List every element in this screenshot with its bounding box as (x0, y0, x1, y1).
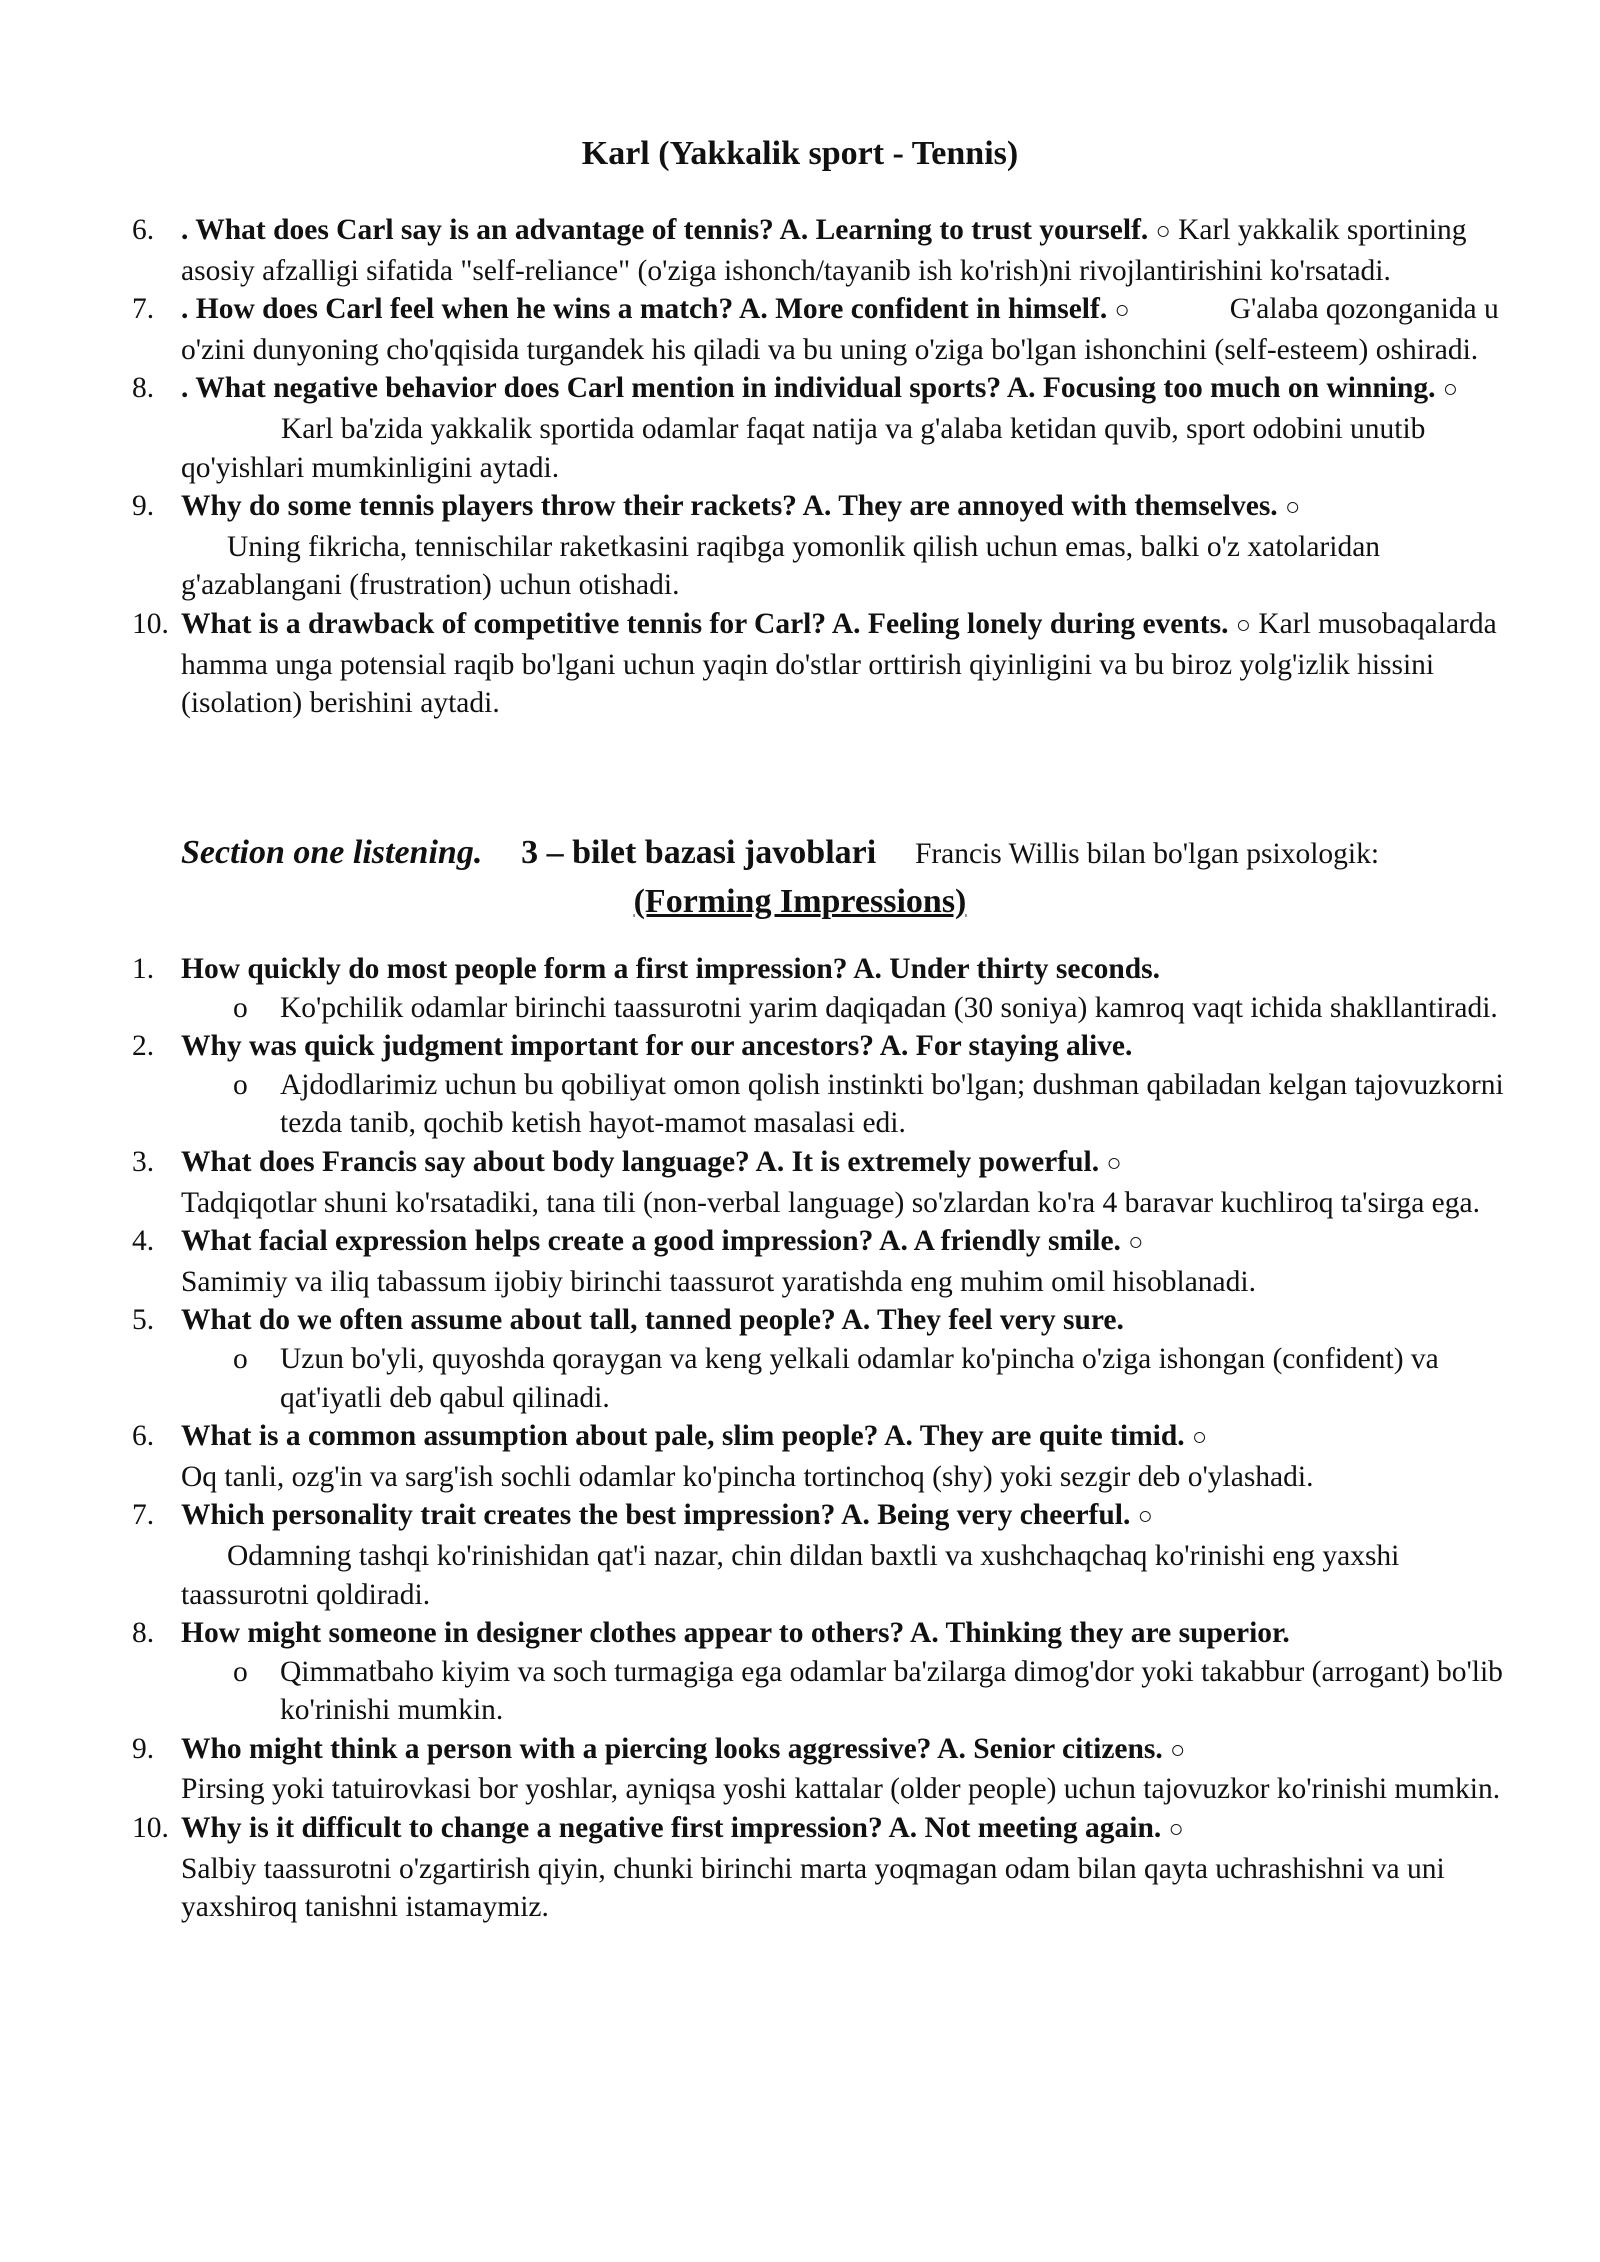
bullet-icon: ○ (1192, 1424, 1208, 1452)
answer-sub (181, 1653, 1521, 1730)
item-number: 7. (132, 293, 155, 326)
question-text: What facial expression helps create a good impression? A. A friendly smile. (181, 1225, 1121, 1258)
section-heading (181, 831, 1521, 876)
question-text: Which personality trait creates the best impression? A. Being very cheerful. (181, 1499, 1131, 1532)
item-number: 1. (132, 953, 155, 985)
question-text: Who might think a person with a piercing looks aggressive? A. Senior citizens. (181, 1732, 1163, 1765)
item-number: 6. (132, 1420, 155, 1453)
bullet-icon: o (233, 1342, 248, 1375)
bullet-icon: ○ (1168, 1816, 1184, 1844)
answer-sub (181, 1340, 1521, 1417)
bullet-icon: ○ (1235, 611, 1251, 639)
question-text: What does Francis say about body language? A. It is extremely powerful. (181, 1145, 1100, 1178)
page-title: Karl (Yakkalik sport - Tennis) (581, 135, 1019, 172)
bullet-icon: o (233, 1068, 248, 1101)
list-item (0, 487, 1521, 605)
answer-note: Ko'pchilik odamlar birinchi taassurotni yarim daqiqadan (30 soniya) kamroq vaqt ichida shakllantiradi. (280, 991, 1498, 1024)
section-label: Section one listening. (181, 834, 483, 871)
bullet-icon: ○ (1442, 376, 1458, 404)
answer-note: Oq tanli, ozg'in va sarg'ish sochli odamlar ko'pincha tortinchoq (shy) yoki sezgir deb o'ylashadi. (181, 1460, 1314, 1493)
list-item (0, 1301, 1521, 1417)
question-text: Why was quick judgment important for our ancestors? A. For staying alive. (181, 1030, 1133, 1063)
question-text: . What does Carl say is an advantage of tennis? A. Learning to trust yourself. (181, 214, 1149, 246)
item-number: 6. (132, 214, 155, 246)
list-item (0, 211, 1521, 290)
section-bilet: 3 – bilet bazasi javoblari (521, 834, 877, 871)
answer-note: Uning fikricha, tennischilar raketkasini raqibga yomonlik qilish uchun emas, balki o'z xatolaridan g'azablangani (frustration) uchun otishadi. (181, 530, 1381, 602)
answer-sub (181, 989, 1521, 1028)
answer-note: G'alaba qozonganida u o'zini dunyoning cho'qqisida turgandek his qiladi va bu uning o'ziga bo'lgan ishonchini (self-esteem) oshiradi. (181, 293, 1499, 366)
item-number: 9. (132, 490, 155, 523)
answer-note: Karl musobaqalarda hamma unga potensial raqib bo'lgani uchun yaqin do'stlar orttirish qiyinligini va bu biroz yolg'izlik hissini (isolation) berishini aytadi. (181, 607, 1497, 720)
bullet-icon: ○ (1114, 297, 1130, 325)
answer-note: Qimmatbaho kiyim va soch turmagiga ega odamlar ba'zilarga dimog'dor yoki takabbur (arrogant) bo'lib ko'rinishi mumkin. (280, 1655, 1503, 1727)
answer-note: Pirsing yoki tatuirovkasi bor yoshlar, ayniqsa yoshi kattalar (older people) uchun tajovuzkor ko'rinishi mumkin. (181, 1773, 1501, 1806)
karl-question-list (0, 211, 1600, 723)
bullet-icon: ○ (1137, 1503, 1153, 1531)
answer-note: Samimiy va iliq tabassum ijobiy birinchi taassurot yaratishda eng muhim omil hisoblanadi. (181, 1265, 1256, 1298)
question-text: What do we often assume about tall, tanned people? A. They feel very sure. (181, 1304, 1124, 1337)
list-item (0, 369, 1521, 487)
bullet-icon: ○ (1170, 1736, 1186, 1764)
bullet-icon: ○ (1128, 1229, 1144, 1257)
list-item (0, 1496, 1521, 1614)
item-number: 3. (132, 1145, 155, 1178)
answer-note: Salbiy taassurotni o'zgartirish qiyin, chunki birinchi marta yoqmagan odam bilan qayta uchrashishni va uni yaxshiroq tanishni istamaymiz. (181, 1852, 1445, 1924)
question-text: Why is it difficult to change a negative first impression? A. Not meeting again. (181, 1812, 1162, 1845)
answer-sub (181, 1066, 1521, 1143)
answer-note: Karl ba'zida yakkalik sportida odamlar faqat natija va g'alaba ketidan quvib, sport odobini unutib qo'yishlari mumkinligini aytadi. (181, 412, 1426, 484)
impressions-question-list (0, 950, 1600, 1927)
answer-note: Karl yakkalik sportining asosiy afzalligi sifatida "self-reliance" (o'ziga ishonch/tayanib ish ko'rish)ni rivojlantirishini ko'rsatadi. (181, 214, 1467, 287)
question-text: What is a drawback of competitive tennis for Carl? A. Feeling lonely during events. (181, 607, 1229, 640)
item-number: 10. (132, 1812, 169, 1845)
item-number: 7. (132, 1499, 155, 1532)
item-number: 2. (132, 1030, 155, 1063)
list-item (0, 1809, 1521, 1927)
item-number: 5. (132, 1304, 155, 1337)
list-item (0, 1027, 1521, 1143)
list-item (0, 1730, 1521, 1809)
item-number: 4. (132, 1225, 155, 1258)
bullet-icon: ○ (1285, 494, 1301, 522)
section-subtitle: Francis Willis bilan bo'lgan psixologik: (914, 838, 1380, 870)
item-number: 10. (132, 607, 169, 640)
list-item (0, 1417, 1521, 1496)
question-text: How might someone in designer clothes appear to others? A. Thinking they are superior. (181, 1617, 1290, 1650)
item-number: 9. (132, 1732, 155, 1765)
list-item (0, 605, 1521, 723)
item-number: 8. (132, 372, 155, 405)
answer-note: Ajdodlarimiz uchun bu qobiliyat omon qolish instinkti bo'lgan; dushman qabiladan kelgan tajovuzkorni tezda tanib, qochib ketish hayot-mamot masalasi edi. (280, 1068, 1504, 1140)
question-text: How quickly do most people form a first impression? A. Under thirty seconds. (181, 953, 1160, 985)
question-text: What is a common assumption about pale, slim people? A. They are quite timid. (181, 1420, 1185, 1453)
answer-note: Odamning tashqi ko'rinishidan qat'i nazar, chin dildan baxtli va xushchaqchaq ko'rinishi eng yaxshi taassurotni qoldiradi. (181, 1539, 1400, 1611)
question-text: . What negative behavior does Carl mention in individual sports? A. Focusing too much on winning. (181, 372, 1436, 405)
list-item (0, 1222, 1521, 1301)
item-number: 8. (132, 1617, 155, 1650)
bullet-icon: o (233, 991, 248, 1024)
bullet-icon: o (233, 1655, 248, 1688)
list-item (0, 290, 1521, 369)
list-item (0, 1614, 1521, 1730)
list-item (0, 950, 1521, 1027)
list-item (0, 1143, 1521, 1222)
answer-note: Uzun bo'yli, quyoshda qoraygan va keng yelkali odamlar ko'pincha o'ziga ishongan (confident) va qat'iyatli deb qabul qilinadi. (280, 1342, 1439, 1414)
question-text: . How does Carl feel when he wins a match? A. More confident in himself. (181, 293, 1108, 326)
answer-note: Tadqiqotlar shuni ko'rsatadiki, tana tili (non-verbal language) so'zlardan ko'ra 4 baravar kuchliroq ta'sirga ega. (181, 1186, 1480, 1219)
bullet-icon: ○ (1106, 1149, 1122, 1177)
section-title: (Forming Impressions) (633, 883, 967, 920)
question-text: Why do some tennis players throw their rackets? A. They are annoyed with themselves. (181, 490, 1278, 523)
bullet-icon: ○ (1155, 218, 1171, 245)
